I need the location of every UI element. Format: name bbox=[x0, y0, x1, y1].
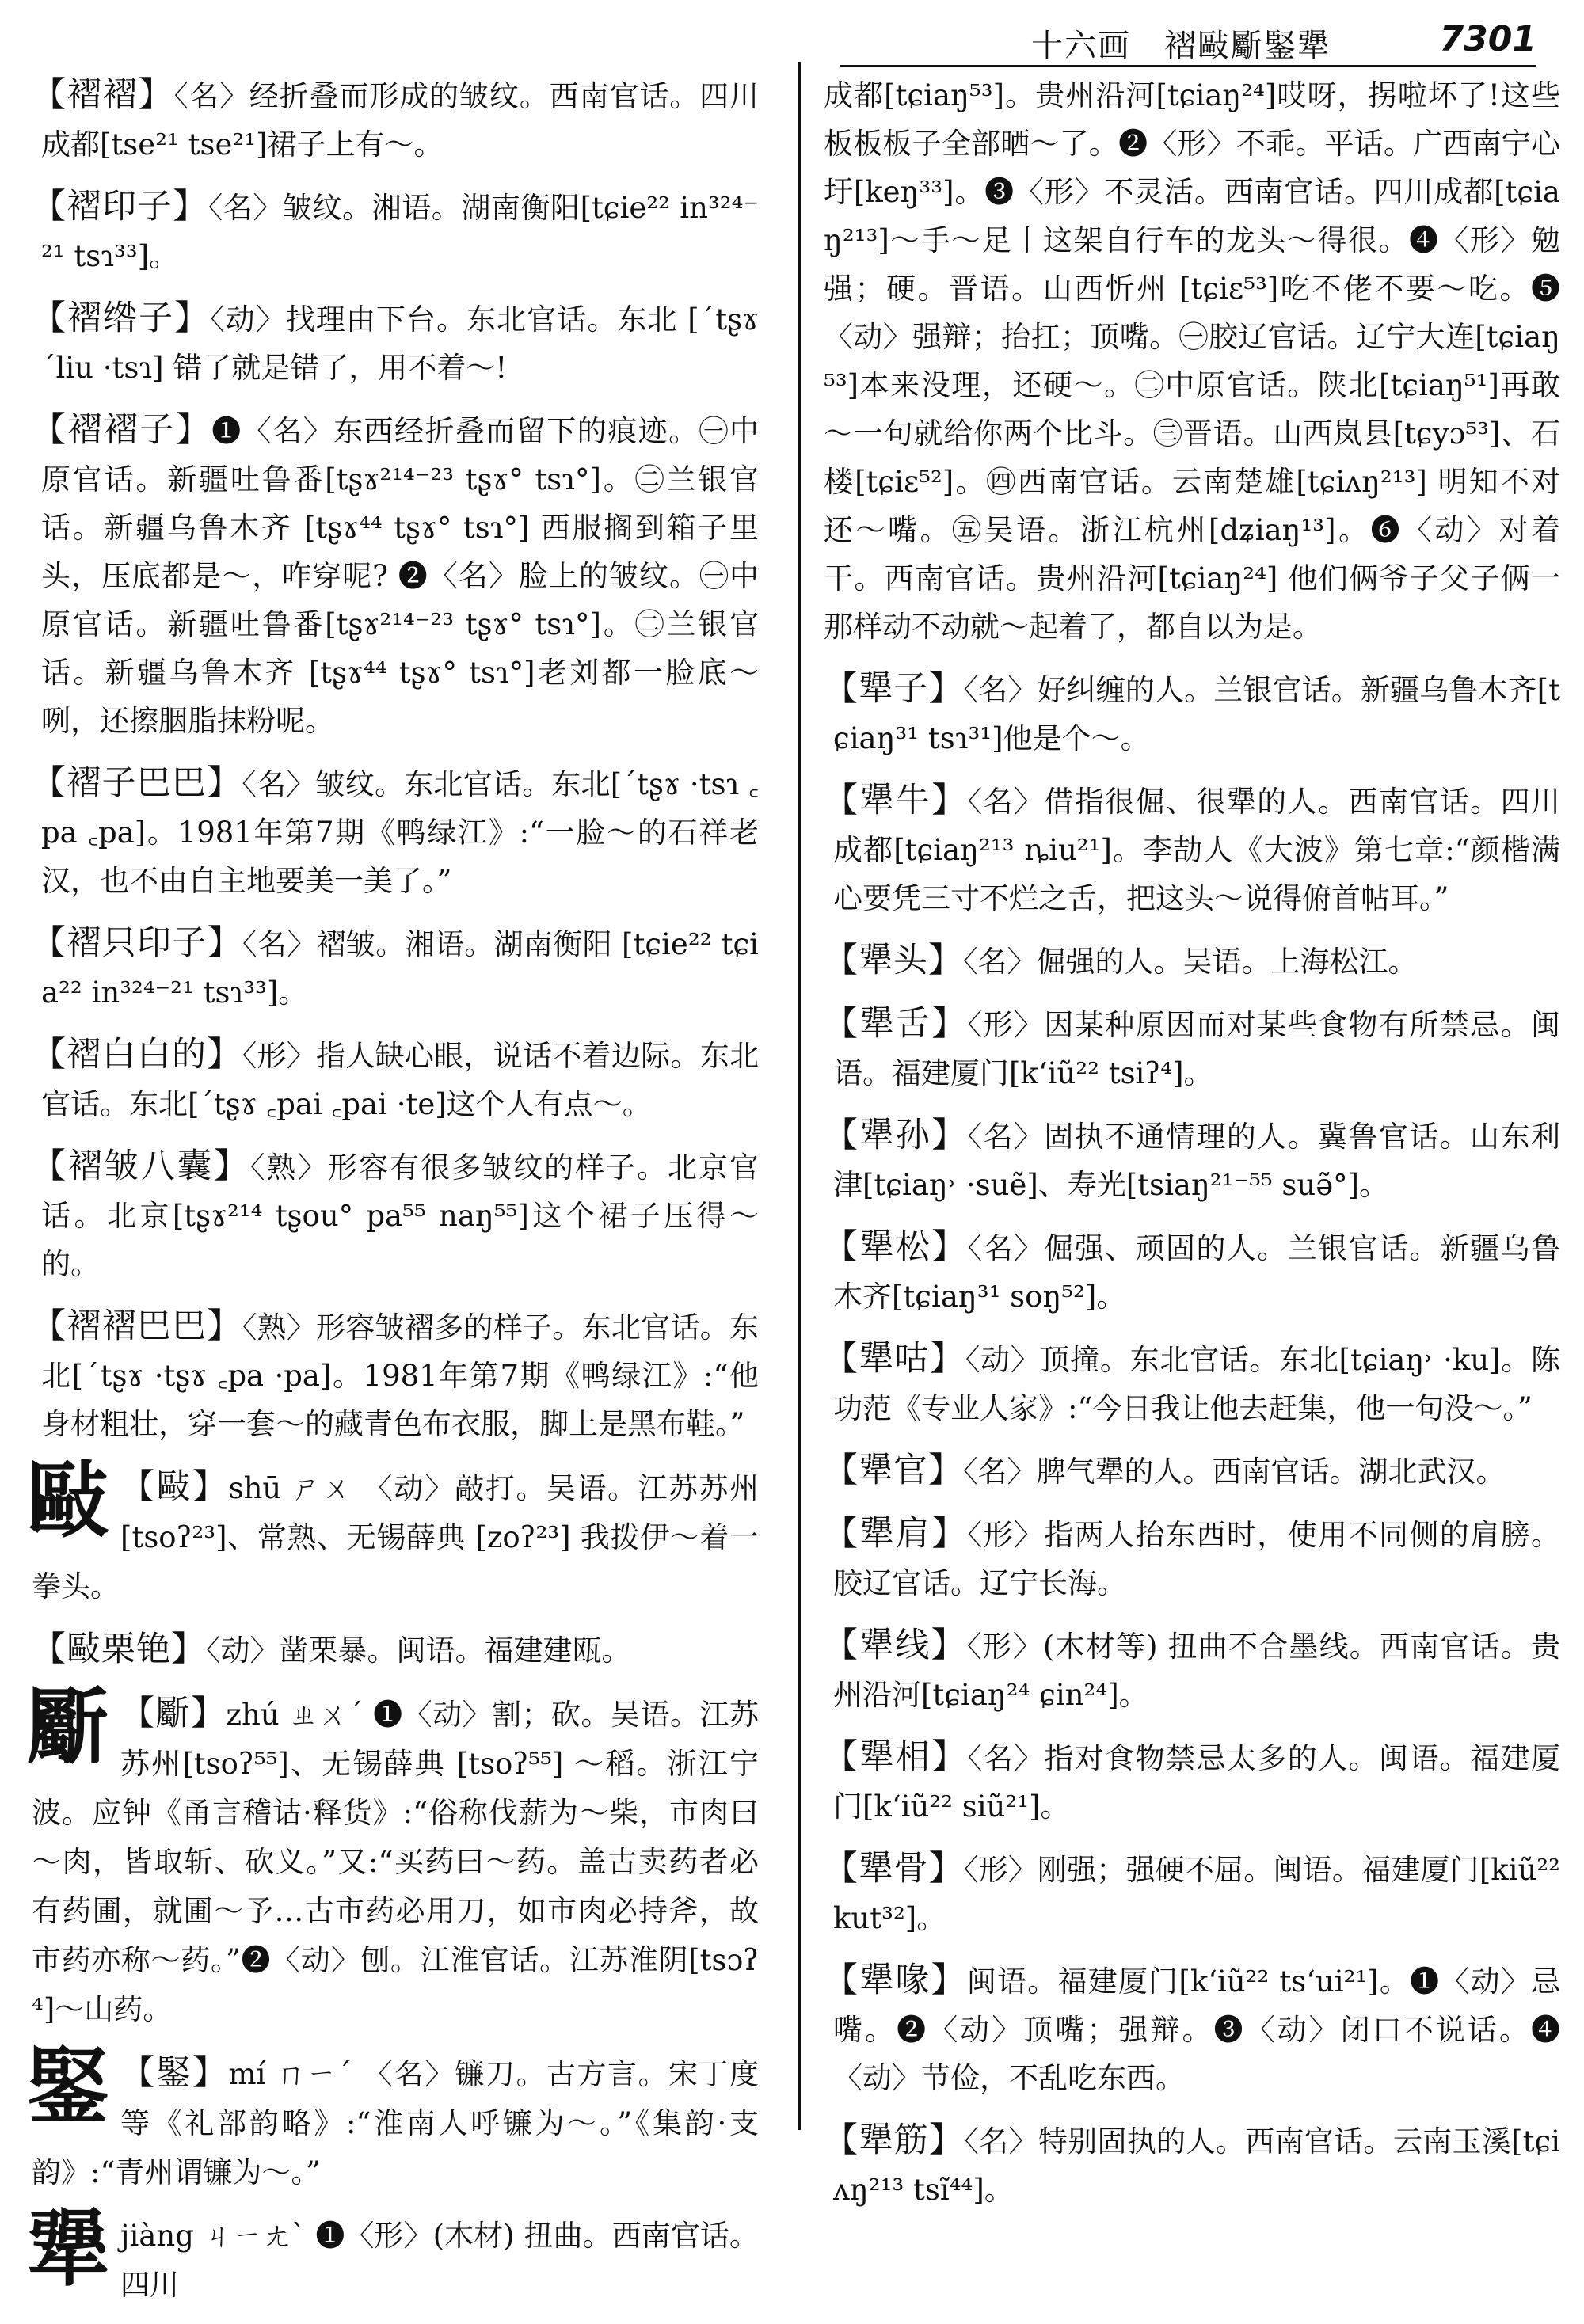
entry-definition: 〈名〉褶皱。湘语。湖南衡阳 [tɕie²² tɕia²² in³²⁴⁻²¹ tsɿ³³]。 bbox=[41, 927, 760, 1010]
character-entry bbox=[27, 1678, 760, 2034]
entry-headword: 【犟肩】 bbox=[824, 1514, 968, 1554]
entry-headword: 【犟相】 bbox=[824, 1737, 968, 1777]
page-header bbox=[840, 8, 1536, 67]
dictionary-entry bbox=[32, 71, 759, 169]
entry-definition: 〈形〉(木材等) 扭曲不合墨线。西南官话。贵州沿河[tɕiaŋ²⁴ ɕin²⁴]。 bbox=[833, 1630, 1560, 1712]
entry-definition: 〈形〉因某种原因而对某些食物有所禁忌。闽语。福建厦门[kʻiũ²² tsiʔ⁴]。 bbox=[833, 1008, 1561, 1090]
entry-definition: mí ㄇㄧˊ 〈名〉镰刀。古方言。宋丁度等《礼部韵略》:“淮南人呼镰为～。”《集韵·支韵》:“青州谓镰为～。” bbox=[32, 2057, 759, 2189]
dictionary-entry bbox=[824, 937, 1560, 986]
dictionary-entry bbox=[824, 1223, 1560, 1321]
entry-definition: 〈形〉指人缺心眼，说话不着边际。东北官话。东北[ˊtʂɤ ꜀pai ꜀pai ·te]这个人有点～。 bbox=[41, 1039, 760, 1121]
entry-headword: 【犟头】 bbox=[824, 941, 963, 980]
entry-definition: 〈名〉好纠缠的人。兰银官话。新疆乌鲁木齐[tɕiaŋ³¹ tsɿ³¹]他是个～。 bbox=[833, 673, 1560, 755]
entry-definition: 〈名〉皱纹。东北官话。东北[ˊtʂɤ ·tsɿ ꜀pa ꜀pa]。1981年第7期《鸭绿江》:“一脸～的石祥老汉，也不由自主地要美一美了。” bbox=[41, 767, 759, 898]
entry-definition: 〈动〉找理由下台。东北官话。东北 [ˊtʂɤ ˊliu ·tsɿ] 错了就是错了，用不着～! bbox=[41, 302, 760, 385]
dictionary-entry bbox=[32, 919, 759, 1017]
entry-headword: 【犟松】 bbox=[824, 1227, 968, 1267]
dictionary-entry bbox=[824, 1510, 1560, 1607]
entry-definition: 〈形〉指两人抬东西时，使用不同侧的肩膀。胶辽官话。辽宁长海。 bbox=[833, 1518, 1561, 1600]
entry-definition: 闽语。福建厦门[kʻiũ²² tsʻui²¹]。❶〈动〉忌嘴。❷〈动〉顶嘴；强辩。❸〈动〉闭口不说话。❹〈动〉节俭，不乱吃东西。 bbox=[833, 1965, 1560, 2095]
entry-headword: 【犟牛】 bbox=[824, 781, 968, 820]
entry-definition: 〈名〉倔强、顽固的人。兰银官话。新疆乌鲁木齐[tɕiaŋ³¹ soŋ⁵²]。 bbox=[833, 1231, 1561, 1314]
entry-continuation bbox=[824, 71, 1560, 651]
head-character: 犟 bbox=[27, 2200, 110, 2298]
dictionary-entry bbox=[824, 1000, 1560, 1097]
entry-headword: 【犟孙】 bbox=[824, 1116, 968, 1155]
entry-headword: 【犟喙】 bbox=[824, 1961, 967, 2000]
dictionary-entry bbox=[32, 1143, 759, 1288]
entry-definition: 〈形〉刚强；强硬不屈。闽语。福建厦门[kiũ²² kut³²]。 bbox=[833, 1853, 1561, 1935]
entry-definition: zhú ㄓㄨˊ ❶〈动〉割；砍。吴语。江苏苏州[tsoʔ⁵⁵]、无锡薛典 [tsoʔ⁵⁵] ～稻。浙江宁波。应钟《甬言稽诂·释货》:“俗称伐薪为～柴，市肉曰～肉，皆取斩、砍义。”又:“买药曰～药。盖古卖药者必有药圃，就圃～予…古市药必用刀，如市肉必持斧，故市药亦称～药。”❷〈动〉刨。江淮官话。江苏淮阴[tsɔʔ⁴]～山药。 bbox=[32, 1698, 760, 2026]
dictionary-entry bbox=[32, 295, 759, 392]
dictionary-entry bbox=[824, 1112, 1560, 1209]
section-title: 十六画 褶敺斸鋻犟 bbox=[1031, 28, 1331, 64]
dictionary-entry bbox=[32, 183, 759, 280]
dictionary-entry bbox=[824, 1957, 1560, 2102]
dictionary-entry bbox=[824, 1733, 1560, 1831]
entry-headword: 【犟线】 bbox=[824, 1626, 967, 1665]
entry-headword: 【敺栗铯】 bbox=[32, 1630, 206, 1669]
entry-headword: 【褶子巴巴】 bbox=[32, 763, 242, 803]
entry-headword: 【犟子】 bbox=[824, 669, 964, 709]
entry-definition: ❶〈名〉东西经折叠而留下的痕迹。㊀中原官话。新疆吐鲁番[tʂɤ²¹⁴⁻²³ tʂɤ° tsɿ°]。㊁兰银官话。新疆乌鲁木齐 [tʂɤ⁴⁴ tʂɤ° tsɿ°] 西服搁到箱子里头，压底都是～，咋穿呢? ❷〈名〉脸上的皱纹。㊀中原官话。新疆吐鲁番[tʂɤ²¹⁴⁻²³ tʂɤ° tsɿ°]。㊁兰银官话。新疆乌鲁木齐 [tʂɤ⁴⁴ tʂɤ° tsɿ°]老刘都一脸底～咧，还擦胭脂抹粉呢。 bbox=[41, 414, 760, 738]
dictionary-entry bbox=[824, 665, 1560, 763]
entry-definition: 〈名〉皱纹。湘语。湖南衡阳[tɕie²² in³²⁴⁻²¹ tsɿ³³]。 bbox=[41, 191, 759, 273]
dictionary-entry bbox=[32, 1626, 759, 1675]
entry-definition: 〈名〉借指很倔、很犟的人。西南官话。四川成都[tɕiaŋ²¹³ ȵiu²¹]。李劼人《大波》第七章:“颜楷满心要凭三寸不烂之舌，把这头～说得俯首帖耳。” bbox=[833, 785, 1561, 915]
dictionary-entry bbox=[824, 1845, 1560, 1942]
entry-headword: 【犟咕】 bbox=[824, 1339, 965, 1379]
column-divider bbox=[798, 62, 801, 2130]
entry-definition: 〈动〉凿栗暴。闽语。福建建瓯。 bbox=[206, 1634, 631, 1668]
entry-headword: 【鋻】 bbox=[120, 2053, 229, 2093]
character-entry bbox=[27, 1451, 760, 1611]
head-character: 鋻 bbox=[27, 2037, 110, 2135]
character-entry bbox=[27, 2037, 759, 2197]
dictionary-entry bbox=[824, 1622, 1560, 1719]
dictionary-entry bbox=[824, 2117, 1560, 2214]
dictionary-entry bbox=[824, 1447, 1560, 1496]
entry-definition: 〈名〉指对食物禁忌太多的人。闽语。福建厦门[kʻiũ²² siũ²¹]。 bbox=[833, 1741, 1561, 1824]
entry-headword: 【敺】 bbox=[120, 1467, 229, 1507]
entry-definition: 〈熟〉形容皱褶多的样子。东北官话。东北[ˊtʂɤ ·tʂɤ ꜀pa ·pa]。1981年第7期《鸭绿江》:“他身材粗壮，穿一套～的藏青色布衣服，脚上是黑布鞋。” bbox=[41, 1310, 760, 1441]
entry-definition: 〈名〉固执不通情理的人。冀鲁官话。山东利津[tɕiaŋ˒ ·suẽ]、寿光[tsiaŋ²¹⁻⁵⁵ suə̃°]。 bbox=[833, 1120, 1561, 1202]
dictionary-entry bbox=[32, 759, 759, 905]
dictionary-entry bbox=[32, 406, 759, 745]
left-column bbox=[27, 71, 760, 2324]
entry-headword: 【褶褶子】 bbox=[32, 410, 212, 450]
entry-definition: 成都[tɕiaŋ⁵³]。贵州沿河[tɕiaŋ²⁴]哎呀，拐啦坏了!这些板板板子全部晒～了。❷〈形〉不乖。平话。广西南宁心圩[keŋ³³]。❸〈形〉不灵活。西南官话。四川成都[tɕiaŋ²¹³]～手～足丨这架自行车的龙头～得很。❹〈形〉勉强；硬。晋语。山西忻州 [tɕiɛ⁵³]吃不佬不要～吃。❺〈动〉强辩；抬扛；顶嘴。㊀胶辽官话。辽宁大连[tɕiaŋ⁵³]本来没理，还硬～。㊁中原官话。陕北[tɕiaŋ⁵¹]再敢～一句就给你两个比斗。㊂晋语。山西岚县[tɕyɔ⁵³]、石楼[tɕiɛ⁵²]。㊃西南官话。云南楚雄[tɕiʌŋ²¹³] 明知不对还～嘴。㊄吴语。浙江杭州[dʑiaŋ¹³]。❻〈动〉对着干。西南官话。贵州沿河[tɕiaŋ²⁴] 他们俩爷子父子俩一那样动不动就～起着了，都自以为是。 bbox=[824, 78, 1560, 644]
entry-headword: 【犟筋】 bbox=[824, 2121, 965, 2160]
entry-definition: 〈熟〉形容有很多皱纹的样子。北京官话。北京[tʂɤ²¹⁴ tʂou° pa⁵⁵ naŋ⁵⁵]这个裙子压得～的。 bbox=[41, 1151, 760, 1281]
entry-headword: 【褶褶巴巴】 bbox=[32, 1307, 242, 1346]
dictionary-entry bbox=[824, 1335, 1560, 1432]
entry-headword: 【犟舌】 bbox=[824, 1004, 968, 1044]
entry-definition: 〈名〉倔强的人。吴语。上海松江。 bbox=[963, 945, 1418, 979]
entry-headword: 【褶只印子】 bbox=[32, 923, 243, 963]
page-number: 7301 bbox=[1439, 19, 1536, 59]
dictionary-entry bbox=[32, 1031, 759, 1128]
entry-headword: 【褶绺子】 bbox=[32, 299, 211, 338]
entry-definition: 〈动〉顶撞。东北官话。东北[tɕiaŋ˒ ·ku]。陈功范《专业人家》:“今日我让他去赶集，他一句没～。” bbox=[833, 1343, 1560, 1425]
entry-definition: jiàng ㄐㄧㄤˋ ❶〈形〉(木材) 扭曲。西南官话。四川 bbox=[120, 2219, 759, 2302]
entry-headword: 【褶皱八囊】 bbox=[32, 1147, 250, 1186]
entry-headword: 【褶褶】 bbox=[32, 75, 174, 115]
dictionary-entry bbox=[824, 777, 1560, 922]
right-column bbox=[824, 71, 1560, 2228]
entry-headword: 【犟官】 bbox=[824, 1451, 963, 1490]
character-entry bbox=[27, 2200, 759, 2310]
entry-headword: 【犟骨】 bbox=[824, 1849, 964, 1888]
entry-definition: 〈名〉特别固执的人。西南官话。云南玉溪[tɕiʌŋ²¹³ tsĩ⁴⁴]。 bbox=[833, 2124, 1561, 2207]
head-character: 斸 bbox=[27, 1678, 110, 1775]
entry-definition: 〈名〉经折叠而形成的皱纹。西南官话。四川成都[tse²¹ tse²¹]裙子上有～。 bbox=[41, 79, 760, 162]
entry-definition: shū ㄕㄨ 〈动〉敲打。吴语。江苏苏州[tsoʔ²³]、常熟、无锡薛典 [zoʔ²³] 我拨伊～着一拳头。 bbox=[32, 1471, 760, 1603]
entry-headword: 【褶印子】 bbox=[32, 187, 208, 226]
entry-headword: 【斸】 bbox=[120, 1694, 227, 1733]
dictionary-entry bbox=[32, 1303, 759, 1448]
head-character: 敺 bbox=[27, 1451, 110, 1549]
entry-definition: 〈名〉脾气犟的人。西南官话。湖北武汉。 bbox=[963, 1455, 1506, 1489]
entry-headword: 【褶白白的】 bbox=[32, 1035, 242, 1075]
